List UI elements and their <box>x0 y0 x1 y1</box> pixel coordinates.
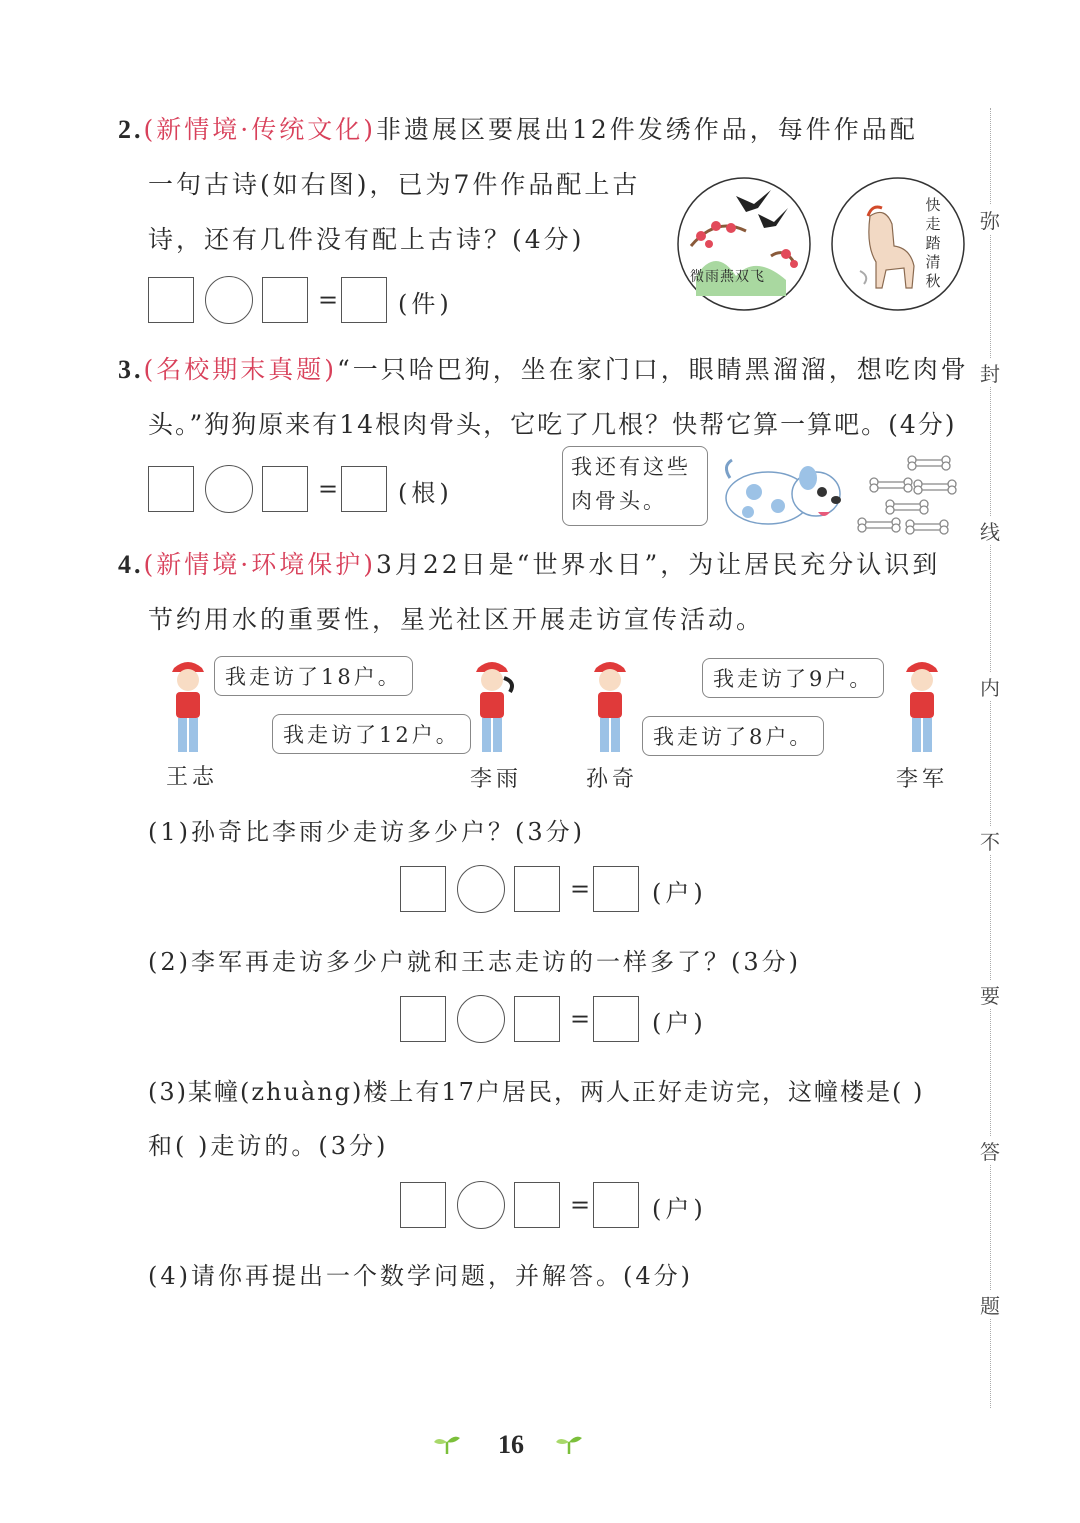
child-liyu-image <box>470 656 518 756</box>
q3-number: 3. <box>118 355 144 384</box>
seal-char-1: 弥 <box>980 205 1000 234</box>
child-lijun-image <box>900 656 944 756</box>
seal-char-6: 要 <box>980 980 1000 1009</box>
speech-sunqi: 我走访了8户。 <box>642 716 824 756</box>
q3-answer-box-2[interactable] <box>262 466 308 512</box>
q4-sub1-unit: (户) <box>652 879 707 907</box>
seal-dotted-line <box>990 108 991 1408</box>
poem-badge-swallows-image <box>676 176 812 312</box>
poem-char-5: 秋 <box>925 272 941 290</box>
q4-sub2-equals: = <box>570 1005 591 1033</box>
seal-char-4: 内 <box>980 672 1000 701</box>
q4-number: 4. <box>118 550 144 579</box>
q4-sub2: (2)李军再走访多少户就和王志走访的一样多了？(3分) <box>148 948 801 976</box>
seal-char-8: 题 <box>980 1290 1000 1319</box>
poem-badge-horse-caption <box>924 196 942 291</box>
name-wangzhi: 王志 <box>166 765 219 790</box>
q4-sub1-box-result[interactable] <box>593 866 639 912</box>
q4-sub4: (4)请你再提出一个数学问题，并解答。(4分) <box>148 1262 693 1290</box>
sprout-right-icon <box>554 1432 584 1456</box>
q4-sub1-operator-circle[interactable] <box>457 865 505 913</box>
q4-sub2-unit: (户) <box>652 1009 707 1037</box>
q3-answer-box-result[interactable] <box>341 466 387 512</box>
q3-unit: (根) <box>398 479 453 507</box>
speech-liyu: 我走访了12户。 <box>272 714 471 754</box>
poem-badge-horse-image <box>830 176 966 312</box>
q4-sub3-box-result[interactable] <box>593 1182 639 1228</box>
q2-operator-circle[interactable] <box>205 276 253 324</box>
poem-char-2: 走 <box>925 215 941 233</box>
q4-sub1-equals: = <box>570 875 591 903</box>
q3-line2: 头。”狗狗原来有14根肉骨头，它吃了几根？快帮它算一算吧。(4分) <box>148 410 957 439</box>
q2-equals: = <box>318 286 339 314</box>
q4-sub1-box-2[interactable] <box>514 866 560 912</box>
name-lijun: 李军 <box>896 767 949 792</box>
q3-equals: = <box>318 475 339 503</box>
name-sunqi: 孙奇 <box>586 767 639 792</box>
q4-sub2-box-1[interactable] <box>400 996 446 1042</box>
speech-lijun: 我走访了9户。 <box>702 658 884 698</box>
sprout-left-icon <box>432 1432 462 1456</box>
q4-tag: (新情境·环境保护) <box>143 550 376 579</box>
q3-text1: “一只哈巴狗，坐在家门口，眼睛黑溜溜，想吃肉骨 <box>337 355 969 384</box>
dog-speech-line1: 我还有这些 <box>571 455 691 479</box>
seal-char-2: 封 <box>980 358 1000 387</box>
q4-sub3-line2: 和( )走访的。(3分) <box>148 1132 389 1160</box>
q2-answer-box-result[interactable] <box>341 277 387 323</box>
q4-sub1: (1)孙奇比李雨少走访多少户？(3分) <box>148 818 585 846</box>
poem-char-1: 快 <box>925 196 941 214</box>
q4-line2: 节约用水的重要性，星光社区开展走访宣传活动。 <box>148 605 765 634</box>
q2-line3: 诗，还有几件没有配上古诗？(4分) <box>148 225 585 254</box>
dog-speech-line2: 肉骨头。 <box>571 489 667 513</box>
seal-char-5: 不 <box>980 826 1000 855</box>
poem-char-3: 踏 <box>925 234 941 252</box>
q3-operator-circle[interactable] <box>205 465 253 513</box>
dog-image <box>718 448 848 532</box>
q4-sub2-box-result[interactable] <box>593 996 639 1042</box>
q2-line1 <box>118 110 918 146</box>
q4-sub2-box-2[interactable] <box>514 996 560 1042</box>
q4-text1: 3月22日是“世界水日”，为让居民充分认识到 <box>375 550 941 579</box>
q2-text1: 非遗展区要展出12件发绣作品，每件作品配 <box>375 115 918 144</box>
q2-answer-box-1[interactable] <box>148 277 194 323</box>
q4-line1 <box>118 545 940 581</box>
dog-speech-bubble <box>562 446 708 526</box>
poem-badge-swallows-caption: 微雨燕双飞 <box>690 269 765 285</box>
q2-tag: (新情境·传统文化) <box>143 115 376 144</box>
seal-char-3: 线 <box>980 516 1000 545</box>
child-wangzhi-image <box>166 656 210 756</box>
seal-char-7: 答 <box>980 1136 1000 1165</box>
q4-sub3-box-1[interactable] <box>400 1182 446 1228</box>
q4-sub3-equals: = <box>570 1191 591 1219</box>
q4-sub2-operator-circle[interactable] <box>457 995 505 1043</box>
poem-char-4: 清 <box>925 253 941 271</box>
q4-sub1-box-1[interactable] <box>400 866 446 912</box>
q2-line2: 一句古诗(如右图)，已为7件作品配上古 <box>148 170 641 199</box>
q4-sub3-operator-circle[interactable] <box>457 1181 505 1229</box>
q4-sub3-box-2[interactable] <box>514 1182 560 1228</box>
page-number: 16 <box>498 1430 524 1459</box>
name-liyu: 李雨 <box>470 767 523 792</box>
q3-answer-box-1[interactable] <box>148 466 194 512</box>
bones-image <box>852 452 966 536</box>
q3-tag: (名校期末真题) <box>143 355 338 384</box>
q3-line1 <box>118 350 969 386</box>
speech-wangzhi: 我走访了18户。 <box>214 656 413 696</box>
q4-sub3-unit: (户) <box>652 1195 707 1223</box>
q2-unit: (件) <box>398 290 453 318</box>
q2-answer-box-2[interactable] <box>262 277 308 323</box>
q2-number: 2. <box>118 115 144 144</box>
q4-sub3-line1: (3)某幢(zhuàng)楼上有17户居民，两人正好走访完，这幢楼是( ) <box>148 1078 925 1106</box>
child-sunqi-image <box>588 656 632 756</box>
